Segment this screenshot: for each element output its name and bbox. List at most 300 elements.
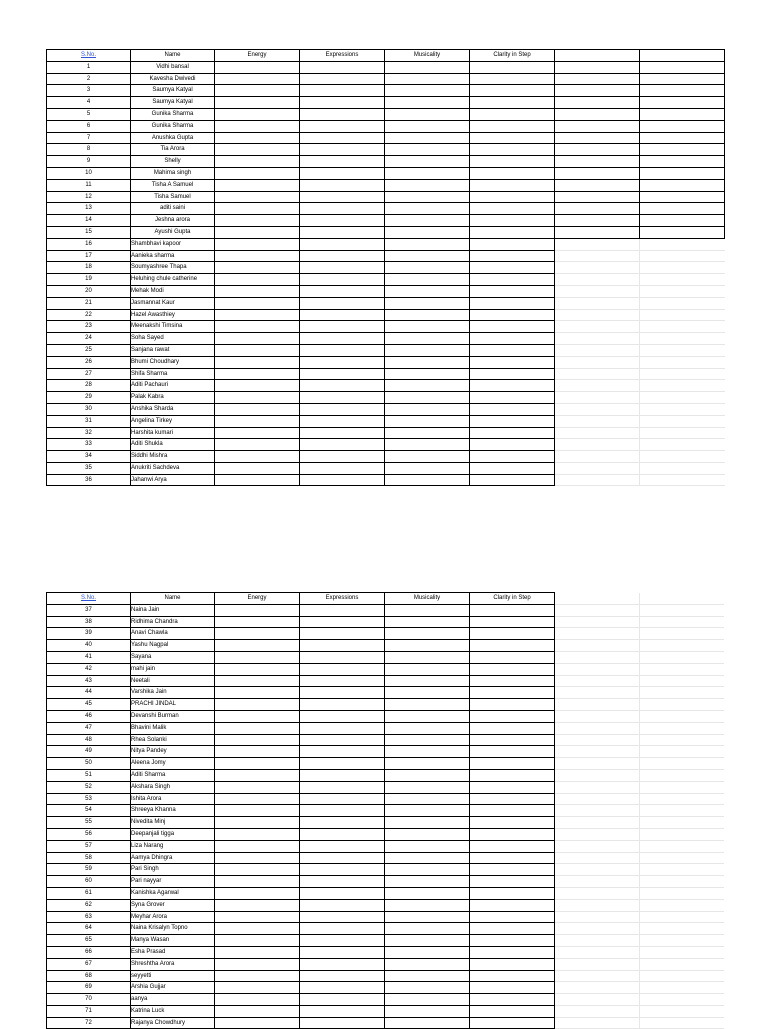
energy-cell[interactable] bbox=[215, 970, 300, 982]
expressions-cell[interactable] bbox=[300, 923, 385, 935]
clarity-cell[interactable] bbox=[470, 769, 555, 781]
expressions-cell[interactable] bbox=[300, 710, 385, 722]
extra-cell[interactable] bbox=[555, 191, 640, 203]
clarity-cell[interactable] bbox=[470, 226, 555, 238]
energy-cell[interactable] bbox=[215, 167, 300, 179]
extra-cell[interactable] bbox=[555, 876, 640, 888]
extra-cell[interactable] bbox=[640, 651, 725, 663]
musicality-cell[interactable] bbox=[385, 226, 470, 238]
expressions-cell[interactable] bbox=[300, 250, 385, 262]
expressions-cell[interactable] bbox=[300, 333, 385, 345]
energy-cell[interactable] bbox=[215, 746, 300, 758]
energy-cell[interactable] bbox=[215, 687, 300, 699]
energy-cell[interactable] bbox=[215, 356, 300, 368]
expressions-cell[interactable] bbox=[300, 321, 385, 333]
energy-cell[interactable] bbox=[215, 156, 300, 168]
musicality-cell[interactable] bbox=[385, 439, 470, 451]
clarity-cell[interactable] bbox=[470, 994, 555, 1006]
extra-cell[interactable] bbox=[555, 439, 640, 451]
musicality-cell[interactable] bbox=[385, 675, 470, 687]
extra-cell[interactable] bbox=[640, 734, 725, 746]
extra-cell[interactable] bbox=[640, 946, 725, 958]
musicality-cell[interactable] bbox=[385, 179, 470, 191]
expressions-cell[interactable] bbox=[300, 734, 385, 746]
expressions-cell[interactable] bbox=[300, 1005, 385, 1017]
extra-cell[interactable] bbox=[555, 238, 640, 250]
expressions-cell[interactable] bbox=[300, 805, 385, 817]
musicality-cell[interactable] bbox=[385, 120, 470, 132]
expressions-cell[interactable] bbox=[300, 911, 385, 923]
energy-cell[interactable] bbox=[215, 1017, 300, 1029]
musicality-cell[interactable] bbox=[385, 474, 470, 486]
energy-cell[interactable] bbox=[215, 427, 300, 439]
energy-cell[interactable] bbox=[215, 887, 300, 899]
clarity-cell[interactable] bbox=[470, 1005, 555, 1017]
musicality-cell[interactable] bbox=[385, 1005, 470, 1017]
extra-cell[interactable] bbox=[640, 73, 725, 85]
clarity-cell[interactable] bbox=[470, 852, 555, 864]
expressions-cell[interactable] bbox=[300, 144, 385, 156]
clarity-cell[interactable] bbox=[470, 451, 555, 463]
expressions-cell[interactable] bbox=[300, 876, 385, 888]
expressions-cell[interactable] bbox=[300, 61, 385, 73]
extra-cell[interactable] bbox=[555, 392, 640, 404]
clarity-cell[interactable] bbox=[470, 828, 555, 840]
musicality-cell[interactable] bbox=[385, 403, 470, 415]
energy-cell[interactable] bbox=[215, 439, 300, 451]
energy-cell[interactable] bbox=[215, 191, 300, 203]
extra-cell[interactable] bbox=[640, 344, 725, 356]
expressions-cell[interactable] bbox=[300, 262, 385, 274]
energy-cell[interactable] bbox=[215, 604, 300, 616]
musicality-cell[interactable] bbox=[385, 994, 470, 1006]
expressions-cell[interactable] bbox=[300, 403, 385, 415]
expressions-cell[interactable] bbox=[300, 120, 385, 132]
extra-cell[interactable] bbox=[640, 793, 725, 805]
expressions-cell[interactable] bbox=[300, 628, 385, 640]
extra-cell[interactable] bbox=[555, 651, 640, 663]
energy-cell[interactable] bbox=[215, 392, 300, 404]
energy-cell[interactable] bbox=[215, 958, 300, 970]
clarity-cell[interactable] bbox=[470, 864, 555, 876]
extra-cell[interactable] bbox=[555, 427, 640, 439]
musicality-cell[interactable] bbox=[385, 392, 470, 404]
energy-cell[interactable] bbox=[215, 640, 300, 652]
extra-cell[interactable] bbox=[555, 451, 640, 463]
expressions-cell[interactable] bbox=[300, 97, 385, 109]
extra-cell[interactable] bbox=[555, 380, 640, 392]
extra-cell[interactable] bbox=[640, 439, 725, 451]
clarity-cell[interactable] bbox=[470, 250, 555, 262]
extra-cell[interactable] bbox=[640, 758, 725, 770]
clarity-cell[interactable] bbox=[470, 899, 555, 911]
musicality-cell[interactable] bbox=[385, 356, 470, 368]
extra-cell[interactable] bbox=[640, 274, 725, 286]
energy-cell[interactable] bbox=[215, 215, 300, 227]
expressions-cell[interactable] bbox=[300, 297, 385, 309]
extra-cell[interactable] bbox=[640, 191, 725, 203]
clarity-cell[interactable] bbox=[470, 215, 555, 227]
musicality-cell[interactable] bbox=[385, 108, 470, 120]
clarity-cell[interactable] bbox=[470, 734, 555, 746]
extra-cell[interactable] bbox=[555, 593, 640, 605]
extra-cell[interactable] bbox=[640, 368, 725, 380]
musicality-cell[interactable] bbox=[385, 852, 470, 864]
extra-cell[interactable] bbox=[640, 1017, 725, 1029]
extra-cell[interactable] bbox=[640, 864, 725, 876]
expressions-cell[interactable] bbox=[300, 191, 385, 203]
expressions-cell[interactable] bbox=[300, 864, 385, 876]
extra-cell[interactable] bbox=[555, 250, 640, 262]
energy-cell[interactable] bbox=[215, 179, 300, 191]
clarity-cell[interactable] bbox=[470, 238, 555, 250]
energy-cell[interactable] bbox=[215, 474, 300, 486]
extra-cell[interactable] bbox=[640, 309, 725, 321]
extra-cell[interactable] bbox=[640, 61, 725, 73]
clarity-cell[interactable] bbox=[470, 344, 555, 356]
extra-cell[interactable] bbox=[640, 604, 725, 616]
musicality-cell[interactable] bbox=[385, 734, 470, 746]
extra-cell[interactable] bbox=[555, 120, 640, 132]
energy-cell[interactable] bbox=[215, 344, 300, 356]
expressions-cell[interactable] bbox=[300, 840, 385, 852]
musicality-cell[interactable] bbox=[385, 935, 470, 947]
expressions-cell[interactable] bbox=[300, 699, 385, 711]
extra-cell[interactable] bbox=[640, 817, 725, 829]
expressions-cell[interactable] bbox=[300, 156, 385, 168]
musicality-cell[interactable] bbox=[385, 415, 470, 427]
extra-cell[interactable] bbox=[555, 982, 640, 994]
extra-cell[interactable] bbox=[555, 462, 640, 474]
expressions-cell[interactable] bbox=[300, 935, 385, 947]
expressions-cell[interactable] bbox=[300, 640, 385, 652]
extra-cell[interactable] bbox=[640, 970, 725, 982]
extra-cell[interactable] bbox=[555, 840, 640, 852]
energy-cell[interactable] bbox=[215, 946, 300, 958]
extra-cell[interactable] bbox=[555, 793, 640, 805]
extra-cell[interactable] bbox=[555, 50, 640, 62]
extra-cell[interactable] bbox=[640, 616, 725, 628]
extra-cell[interactable] bbox=[640, 628, 725, 640]
clarity-cell[interactable] bbox=[470, 935, 555, 947]
extra-cell[interactable] bbox=[640, 156, 725, 168]
musicality-cell[interactable] bbox=[385, 616, 470, 628]
extra-cell[interactable] bbox=[555, 97, 640, 109]
extra-cell[interactable] bbox=[555, 758, 640, 770]
extra-cell[interactable] bbox=[640, 132, 725, 144]
expressions-cell[interactable] bbox=[300, 793, 385, 805]
musicality-cell[interactable] bbox=[385, 380, 470, 392]
extra-cell[interactable] bbox=[555, 722, 640, 734]
extra-cell[interactable] bbox=[555, 769, 640, 781]
extra-cell[interactable] bbox=[640, 958, 725, 970]
clarity-cell[interactable] bbox=[470, 1017, 555, 1029]
energy-cell[interactable] bbox=[215, 226, 300, 238]
clarity-cell[interactable] bbox=[470, 699, 555, 711]
expressions-cell[interactable] bbox=[300, 946, 385, 958]
extra-cell[interactable] bbox=[555, 73, 640, 85]
clarity-cell[interactable] bbox=[470, 805, 555, 817]
extra-cell[interactable] bbox=[555, 309, 640, 321]
expressions-cell[interactable] bbox=[300, 215, 385, 227]
clarity-cell[interactable] bbox=[470, 923, 555, 935]
extra-cell[interactable] bbox=[555, 403, 640, 415]
clarity-cell[interactable] bbox=[470, 722, 555, 734]
musicality-cell[interactable] bbox=[385, 262, 470, 274]
extra-cell[interactable] bbox=[640, 1005, 725, 1017]
extra-cell[interactable] bbox=[555, 333, 640, 345]
extra-cell[interactable] bbox=[555, 85, 640, 97]
musicality-cell[interactable] bbox=[385, 250, 470, 262]
musicality-cell[interactable] bbox=[385, 97, 470, 109]
expressions-cell[interactable] bbox=[300, 427, 385, 439]
clarity-cell[interactable] bbox=[470, 179, 555, 191]
musicality-cell[interactable] bbox=[385, 1017, 470, 1029]
energy-cell[interactable] bbox=[215, 994, 300, 1006]
musicality-cell[interactable] bbox=[385, 710, 470, 722]
musicality-cell[interactable] bbox=[385, 167, 470, 179]
clarity-cell[interactable] bbox=[470, 321, 555, 333]
extra-cell[interactable] bbox=[640, 687, 725, 699]
expressions-cell[interactable] bbox=[300, 415, 385, 427]
energy-cell[interactable] bbox=[215, 108, 300, 120]
extra-cell[interactable] bbox=[555, 899, 640, 911]
extra-cell[interactable] bbox=[555, 923, 640, 935]
expressions-cell[interactable] bbox=[300, 970, 385, 982]
energy-cell[interactable] bbox=[215, 321, 300, 333]
expressions-cell[interactable] bbox=[300, 451, 385, 463]
extra-cell[interactable] bbox=[555, 805, 640, 817]
musicality-cell[interactable] bbox=[385, 132, 470, 144]
energy-cell[interactable] bbox=[215, 1005, 300, 1017]
energy-cell[interactable] bbox=[215, 699, 300, 711]
musicality-cell[interactable] bbox=[385, 333, 470, 345]
energy-cell[interactable] bbox=[215, 628, 300, 640]
extra-cell[interactable] bbox=[640, 226, 725, 238]
musicality-cell[interactable] bbox=[385, 73, 470, 85]
extra-cell[interactable] bbox=[555, 887, 640, 899]
clarity-cell[interactable] bbox=[470, 415, 555, 427]
extra-cell[interactable] bbox=[555, 285, 640, 297]
energy-cell[interactable] bbox=[215, 203, 300, 215]
energy-cell[interactable] bbox=[215, 982, 300, 994]
clarity-cell[interactable] bbox=[470, 285, 555, 297]
musicality-cell[interactable] bbox=[385, 238, 470, 250]
extra-cell[interactable] bbox=[555, 828, 640, 840]
clarity-cell[interactable] bbox=[470, 616, 555, 628]
extra-cell[interactable] bbox=[640, 805, 725, 817]
energy-cell[interactable] bbox=[215, 675, 300, 687]
extra-cell[interactable] bbox=[555, 203, 640, 215]
expressions-cell[interactable] bbox=[300, 238, 385, 250]
clarity-cell[interactable] bbox=[470, 982, 555, 994]
expressions-cell[interactable] bbox=[300, 462, 385, 474]
extra-cell[interactable] bbox=[640, 333, 725, 345]
expressions-cell[interactable] bbox=[300, 108, 385, 120]
clarity-cell[interactable] bbox=[470, 368, 555, 380]
extra-cell[interactable] bbox=[555, 911, 640, 923]
energy-cell[interactable] bbox=[215, 935, 300, 947]
extra-cell[interactable] bbox=[640, 828, 725, 840]
expressions-cell[interactable] bbox=[300, 616, 385, 628]
energy-cell[interactable] bbox=[215, 368, 300, 380]
musicality-cell[interactable] bbox=[385, 781, 470, 793]
musicality-cell[interactable] bbox=[385, 344, 470, 356]
extra-cell[interactable] bbox=[555, 167, 640, 179]
musicality-cell[interactable] bbox=[385, 876, 470, 888]
musicality-cell[interactable] bbox=[385, 628, 470, 640]
clarity-cell[interactable] bbox=[470, 687, 555, 699]
clarity-cell[interactable] bbox=[470, 474, 555, 486]
extra-cell[interactable] bbox=[555, 344, 640, 356]
energy-cell[interactable] bbox=[215, 380, 300, 392]
expressions-cell[interactable] bbox=[300, 958, 385, 970]
clarity-cell[interactable] bbox=[470, 156, 555, 168]
extra-cell[interactable] bbox=[640, 663, 725, 675]
expressions-cell[interactable] bbox=[300, 309, 385, 321]
extra-cell[interactable] bbox=[640, 179, 725, 191]
extra-cell[interactable] bbox=[640, 474, 725, 486]
musicality-cell[interactable] bbox=[385, 191, 470, 203]
extra-cell[interactable] bbox=[640, 321, 725, 333]
energy-cell[interactable] bbox=[215, 734, 300, 746]
clarity-cell[interactable] bbox=[470, 628, 555, 640]
musicality-cell[interactable] bbox=[385, 285, 470, 297]
extra-cell[interactable] bbox=[640, 462, 725, 474]
musicality-cell[interactable] bbox=[385, 923, 470, 935]
musicality-cell[interactable] bbox=[385, 144, 470, 156]
expressions-cell[interactable] bbox=[300, 758, 385, 770]
musicality-cell[interactable] bbox=[385, 722, 470, 734]
clarity-cell[interactable] bbox=[470, 876, 555, 888]
extra-cell[interactable] bbox=[555, 179, 640, 191]
energy-cell[interactable] bbox=[215, 876, 300, 888]
extra-cell[interactable] bbox=[555, 262, 640, 274]
musicality-cell[interactable] bbox=[385, 462, 470, 474]
clarity-cell[interactable] bbox=[470, 297, 555, 309]
energy-cell[interactable] bbox=[215, 238, 300, 250]
expressions-cell[interactable] bbox=[300, 285, 385, 297]
clarity-cell[interactable] bbox=[470, 191, 555, 203]
extra-cell[interactable] bbox=[640, 427, 725, 439]
extra-cell[interactable] bbox=[555, 274, 640, 286]
musicality-cell[interactable] bbox=[385, 687, 470, 699]
energy-cell[interactable] bbox=[215, 274, 300, 286]
musicality-cell[interactable] bbox=[385, 958, 470, 970]
extra-cell[interactable] bbox=[640, 899, 725, 911]
musicality-cell[interactable] bbox=[385, 758, 470, 770]
clarity-cell[interactable] bbox=[470, 97, 555, 109]
extra-cell[interactable] bbox=[640, 285, 725, 297]
extra-cell[interactable] bbox=[555, 368, 640, 380]
extra-cell[interactable] bbox=[640, 380, 725, 392]
energy-cell[interactable] bbox=[215, 899, 300, 911]
extra-cell[interactable] bbox=[555, 710, 640, 722]
clarity-cell[interactable] bbox=[470, 356, 555, 368]
clarity-cell[interactable] bbox=[470, 970, 555, 982]
extra-cell[interactable] bbox=[555, 604, 640, 616]
energy-cell[interactable] bbox=[215, 911, 300, 923]
energy-cell[interactable] bbox=[215, 663, 300, 675]
extra-cell[interactable] bbox=[555, 474, 640, 486]
musicality-cell[interactable] bbox=[385, 604, 470, 616]
extra-cell[interactable] bbox=[640, 935, 725, 947]
energy-cell[interactable] bbox=[215, 852, 300, 864]
extra-cell[interactable] bbox=[640, 215, 725, 227]
extra-cell[interactable] bbox=[640, 50, 725, 62]
expressions-cell[interactable] bbox=[300, 179, 385, 191]
extra-cell[interactable] bbox=[640, 699, 725, 711]
energy-cell[interactable] bbox=[215, 758, 300, 770]
extra-cell[interactable] bbox=[640, 392, 725, 404]
clarity-cell[interactable] bbox=[470, 392, 555, 404]
extra-cell[interactable] bbox=[640, 887, 725, 899]
expressions-cell[interactable] bbox=[300, 887, 385, 899]
extra-cell[interactable] bbox=[640, 85, 725, 97]
energy-cell[interactable] bbox=[215, 793, 300, 805]
energy-cell[interactable] bbox=[215, 333, 300, 345]
energy-cell[interactable] bbox=[215, 415, 300, 427]
extra-cell[interactable] bbox=[555, 108, 640, 120]
clarity-cell[interactable] bbox=[470, 144, 555, 156]
energy-cell[interactable] bbox=[215, 297, 300, 309]
expressions-cell[interactable] bbox=[300, 368, 385, 380]
extra-cell[interactable] bbox=[640, 97, 725, 109]
expressions-cell[interactable] bbox=[300, 344, 385, 356]
musicality-cell[interactable] bbox=[385, 699, 470, 711]
musicality-cell[interactable] bbox=[385, 899, 470, 911]
extra-cell[interactable] bbox=[555, 1005, 640, 1017]
clarity-cell[interactable] bbox=[470, 274, 555, 286]
extra-cell[interactable] bbox=[640, 911, 725, 923]
extra-cell[interactable] bbox=[640, 593, 725, 605]
extra-cell[interactable] bbox=[555, 628, 640, 640]
expressions-cell[interactable] bbox=[300, 356, 385, 368]
clarity-cell[interactable] bbox=[470, 817, 555, 829]
energy-cell[interactable] bbox=[215, 616, 300, 628]
musicality-cell[interactable] bbox=[385, 817, 470, 829]
extra-cell[interactable] bbox=[640, 840, 725, 852]
extra-cell[interactable] bbox=[640, 403, 725, 415]
musicality-cell[interactable] bbox=[385, 887, 470, 899]
expressions-cell[interactable] bbox=[300, 167, 385, 179]
extra-cell[interactable] bbox=[555, 958, 640, 970]
extra-cell[interactable] bbox=[640, 250, 725, 262]
expressions-cell[interactable] bbox=[300, 899, 385, 911]
extra-cell[interactable] bbox=[555, 746, 640, 758]
expressions-cell[interactable] bbox=[300, 1017, 385, 1029]
extra-cell[interactable] bbox=[640, 262, 725, 274]
musicality-cell[interactable] bbox=[385, 911, 470, 923]
clarity-cell[interactable] bbox=[470, 120, 555, 132]
extra-cell[interactable] bbox=[640, 415, 725, 427]
expressions-cell[interactable] bbox=[300, 85, 385, 97]
musicality-cell[interactable] bbox=[385, 297, 470, 309]
musicality-cell[interactable] bbox=[385, 309, 470, 321]
clarity-cell[interactable] bbox=[470, 651, 555, 663]
energy-cell[interactable] bbox=[215, 285, 300, 297]
energy-cell[interactable] bbox=[215, 840, 300, 852]
musicality-cell[interactable] bbox=[385, 828, 470, 840]
clarity-cell[interactable] bbox=[470, 663, 555, 675]
energy-cell[interactable] bbox=[215, 132, 300, 144]
extra-cell[interactable] bbox=[640, 167, 725, 179]
musicality-cell[interactable] bbox=[385, 215, 470, 227]
sno-header-link[interactable]: S.No. bbox=[80, 595, 96, 601]
clarity-cell[interactable] bbox=[470, 640, 555, 652]
extra-cell[interactable] bbox=[555, 144, 640, 156]
extra-cell[interactable] bbox=[640, 852, 725, 864]
